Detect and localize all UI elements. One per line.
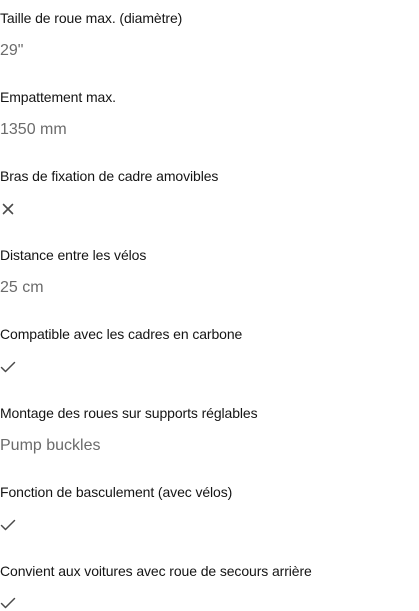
spec-row-carbon-compatible	[0, 316, 419, 388]
spec-row-wheelbase	[0, 79, 419, 151]
spec-row-tilt-function	[0, 474, 419, 546]
spec-label: Distance entre les vélos	[0, 247, 147, 263]
spec-value: 29"	[0, 42, 24, 59]
spec-label: Taille de roue max. (diamètre)	[0, 10, 183, 26]
checkmark-icon	[0, 595, 16, 611]
cross-icon	[0, 201, 16, 217]
spec-label: Bras de fixation de cadre amovibles	[0, 168, 219, 184]
spec-label: Compatible avec les cadres en carbone	[0, 326, 243, 342]
checkmark-icon	[0, 359, 16, 375]
spec-label: Fonction de basculement (avec vélos)	[0, 484, 233, 500]
spec-label: Convient aux voitures avec roue de secours arrière	[0, 563, 312, 579]
spec-row-wheel-mounting	[0, 395, 419, 467]
spec-row-wheel-size	[0, 0, 419, 72]
spec-label: Empattement max.	[0, 89, 116, 105]
spec-row-bike-distance	[0, 237, 419, 309]
checkmark-icon	[0, 517, 16, 533]
spec-label: Montage des roues sur supports réglables	[0, 405, 258, 421]
spec-value: Pump buckles	[0, 437, 101, 454]
spec-row-spare-wheel-cars	[0, 553, 419, 607]
spec-row-removable-frame-arms	[0, 158, 419, 230]
spec-value: 25 cm	[0, 279, 44, 296]
spec-value: 1350 mm	[0, 121, 67, 138]
